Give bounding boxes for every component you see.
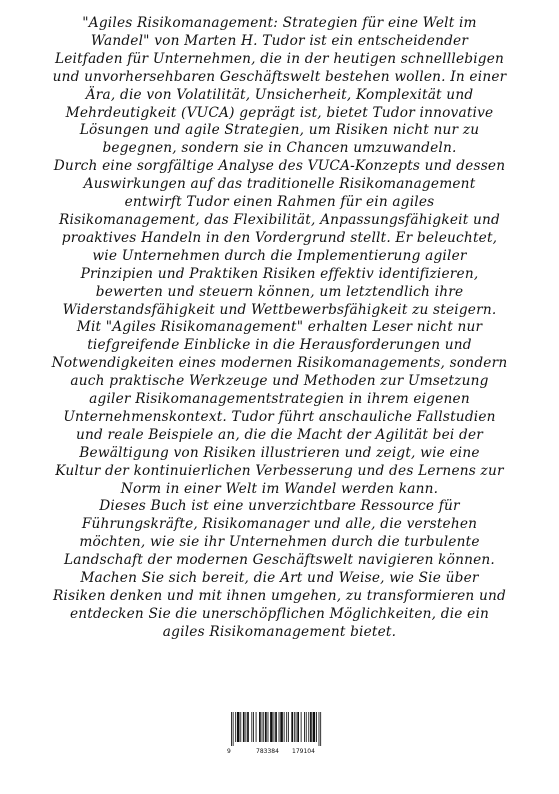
barcode-bar	[270, 712, 273, 742]
blurb-line: agiler Risikomanagementstrategien in ihrem eigenen	[89, 391, 470, 408]
blurb-line: und reale Beispiele an, die die Macht der Agilität bei der	[75, 426, 483, 443]
barcode-bar	[259, 712, 261, 742]
blurb-line: Risiken denken und mit ihnen umgehen, zu transformieren und	[53, 588, 506, 604]
barcode-bar	[320, 712, 321, 746]
blurb-line: Widerstandsfähigkeit und Wettbewerbsfähigkeit zu steigern.	[62, 301, 497, 318]
blurb-line: "Agiles Risikomanagement: Strategien für eine Welt im	[82, 15, 477, 31]
barcode-bar	[280, 712, 283, 742]
barcode-bar	[253, 712, 254, 742]
barcode-bar	[231, 712, 232, 746]
barcode-bar	[319, 712, 320, 746]
barcode-bar	[279, 712, 280, 742]
barcode-bar	[308, 712, 309, 742]
barcode-bar	[262, 712, 263, 742]
blurb-line: Notwendigkeiten eines modernen Risikomanagements, sondern	[51, 355, 508, 372]
barcode-bar	[237, 712, 240, 742]
barcode-bar	[263, 712, 264, 742]
blurb-line: Norm in einer Welt im Wandel werden kann.	[120, 480, 439, 497]
barcode-bar	[247, 712, 249, 742]
blurb-line: begegnen, sondern sie in Chancen umzuwandeln.	[102, 140, 457, 157]
barcode-bar	[245, 712, 246, 742]
barcode-bar	[275, 712, 277, 742]
blurb-line: Kultur der kontinuierlichen Verbesserung und des Lernens zur	[55, 462, 504, 479]
back-cover-blurb	[30, 15, 529, 642]
barcode-bar	[316, 712, 317, 742]
barcode-bar	[284, 712, 285, 742]
blurb-line: Wandel" von Marten H. Tudor ist ein entscheidender	[90, 32, 469, 49]
barcode-bar	[294, 712, 295, 742]
barcode-bar	[310, 712, 312, 742]
barcode-bar	[274, 712, 275, 742]
isbn-group-3: 179104	[292, 748, 315, 755]
blurb-line: Risikomanagement, das Flexibilität, Anpassungsfähigkeit und	[59, 211, 500, 228]
blurb-line: Auswirkungen auf das traditionelle Risikomanagement	[83, 176, 476, 193]
blurb-line: Bewältigung von Risiken illustrieren und zeigt, wie eine	[79, 444, 480, 461]
blurb-line: Machen Sie sich bereit, die Art und Weise, wie Sie über	[80, 570, 479, 587]
barcode-bar	[297, 712, 299, 742]
blurb-line: möchten, wie sie ihr Unternehmen durch die turbulente	[79, 534, 480, 551]
barcode-bar	[306, 712, 307, 742]
barcode-bar	[233, 712, 234, 746]
barcode-bar	[313, 712, 316, 742]
barcode-bar	[256, 712, 257, 742]
blurb-line: Durch eine sorgfältige Analyse des VUCA-Konzepts und dessen	[53, 158, 506, 175]
blurb-line: entwirft Tudor einen Rahmen für ein agiles	[124, 194, 435, 211]
barcode-bar	[265, 712, 267, 742]
blurb-line: und unvorhersehbaren Geschäftswelt bestehen wollen. In einer	[52, 68, 507, 85]
barcode-bar	[291, 712, 293, 742]
blurb-line: wie Unternehmen durch die Implementierung agiler	[92, 247, 467, 264]
blurb-line: Prinzipien und Praktiken Risiken effektiv identifizieren,	[80, 265, 479, 282]
blurb-line: Landschaft der modernen Geschäftswelt navigieren können.	[64, 552, 495, 569]
barcode-bar	[240, 712, 241, 742]
blurb-line: proaktives Handeln in den Vordergrund stellt. Er beleuchtet,	[61, 229, 498, 246]
blurb-line: tiefgreifende Einblicke in die Herausforderungen und	[87, 337, 472, 354]
blurb-line: Leitfaden für Unternehmen, die in der heutigen schnelllebigen	[54, 50, 505, 67]
blurb-line: Mit "Agiles Risikomanagement" erhalten Leser nicht nur	[76, 319, 483, 336]
blurb-line: Unternehmenskontext. Tudor führt anschauliche Fallstudien	[63, 408, 496, 425]
barcode-bar	[304, 712, 305, 742]
isbn-group-2: 783384	[256, 748, 279, 755]
barcode-bar	[251, 712, 252, 742]
barcode-bar	[243, 712, 245, 742]
barcode-bar	[288, 712, 289, 742]
blurb-line: Ära, die von Volatilität, Unsicherheit, Komplexität und	[85, 86, 474, 103]
blurb-line: entdecken Sie die unerschöpflichen Möglichkeiten, die ein	[69, 605, 490, 622]
blurb-line: auch praktische Werkzeuge und Methoden zur Umsetzung	[70, 373, 489, 390]
blurb-line: Dieses Buch ist eine unverzichtbare Ressource für	[99, 498, 460, 515]
blurb-line: Lösungen und agile Strategien, um Risiken nicht nur zu	[79, 122, 480, 139]
barcode-bar	[268, 712, 269, 742]
blurb-line: agiles Risikomanagement bietet.	[162, 623, 397, 640]
barcode-bar	[286, 712, 287, 742]
blurb-line: Führungskräfte, Risikomanager und alle, die verstehen	[81, 516, 478, 533]
barcode-bar	[296, 712, 297, 742]
barcode-bar	[301, 712, 302, 742]
blurb-line: bewerten und steuern können, um letztendlich ihre	[95, 283, 464, 300]
blurb-line: Mehrdeutigkeit (VUCA) geprägt ist, bietet Tudor innovative	[65, 104, 494, 121]
barcode-bar	[235, 712, 236, 742]
isbn-group-1: 9	[227, 748, 231, 755]
barcode-bars	[225, 712, 333, 746]
isbn-barcode	[225, 712, 333, 755]
